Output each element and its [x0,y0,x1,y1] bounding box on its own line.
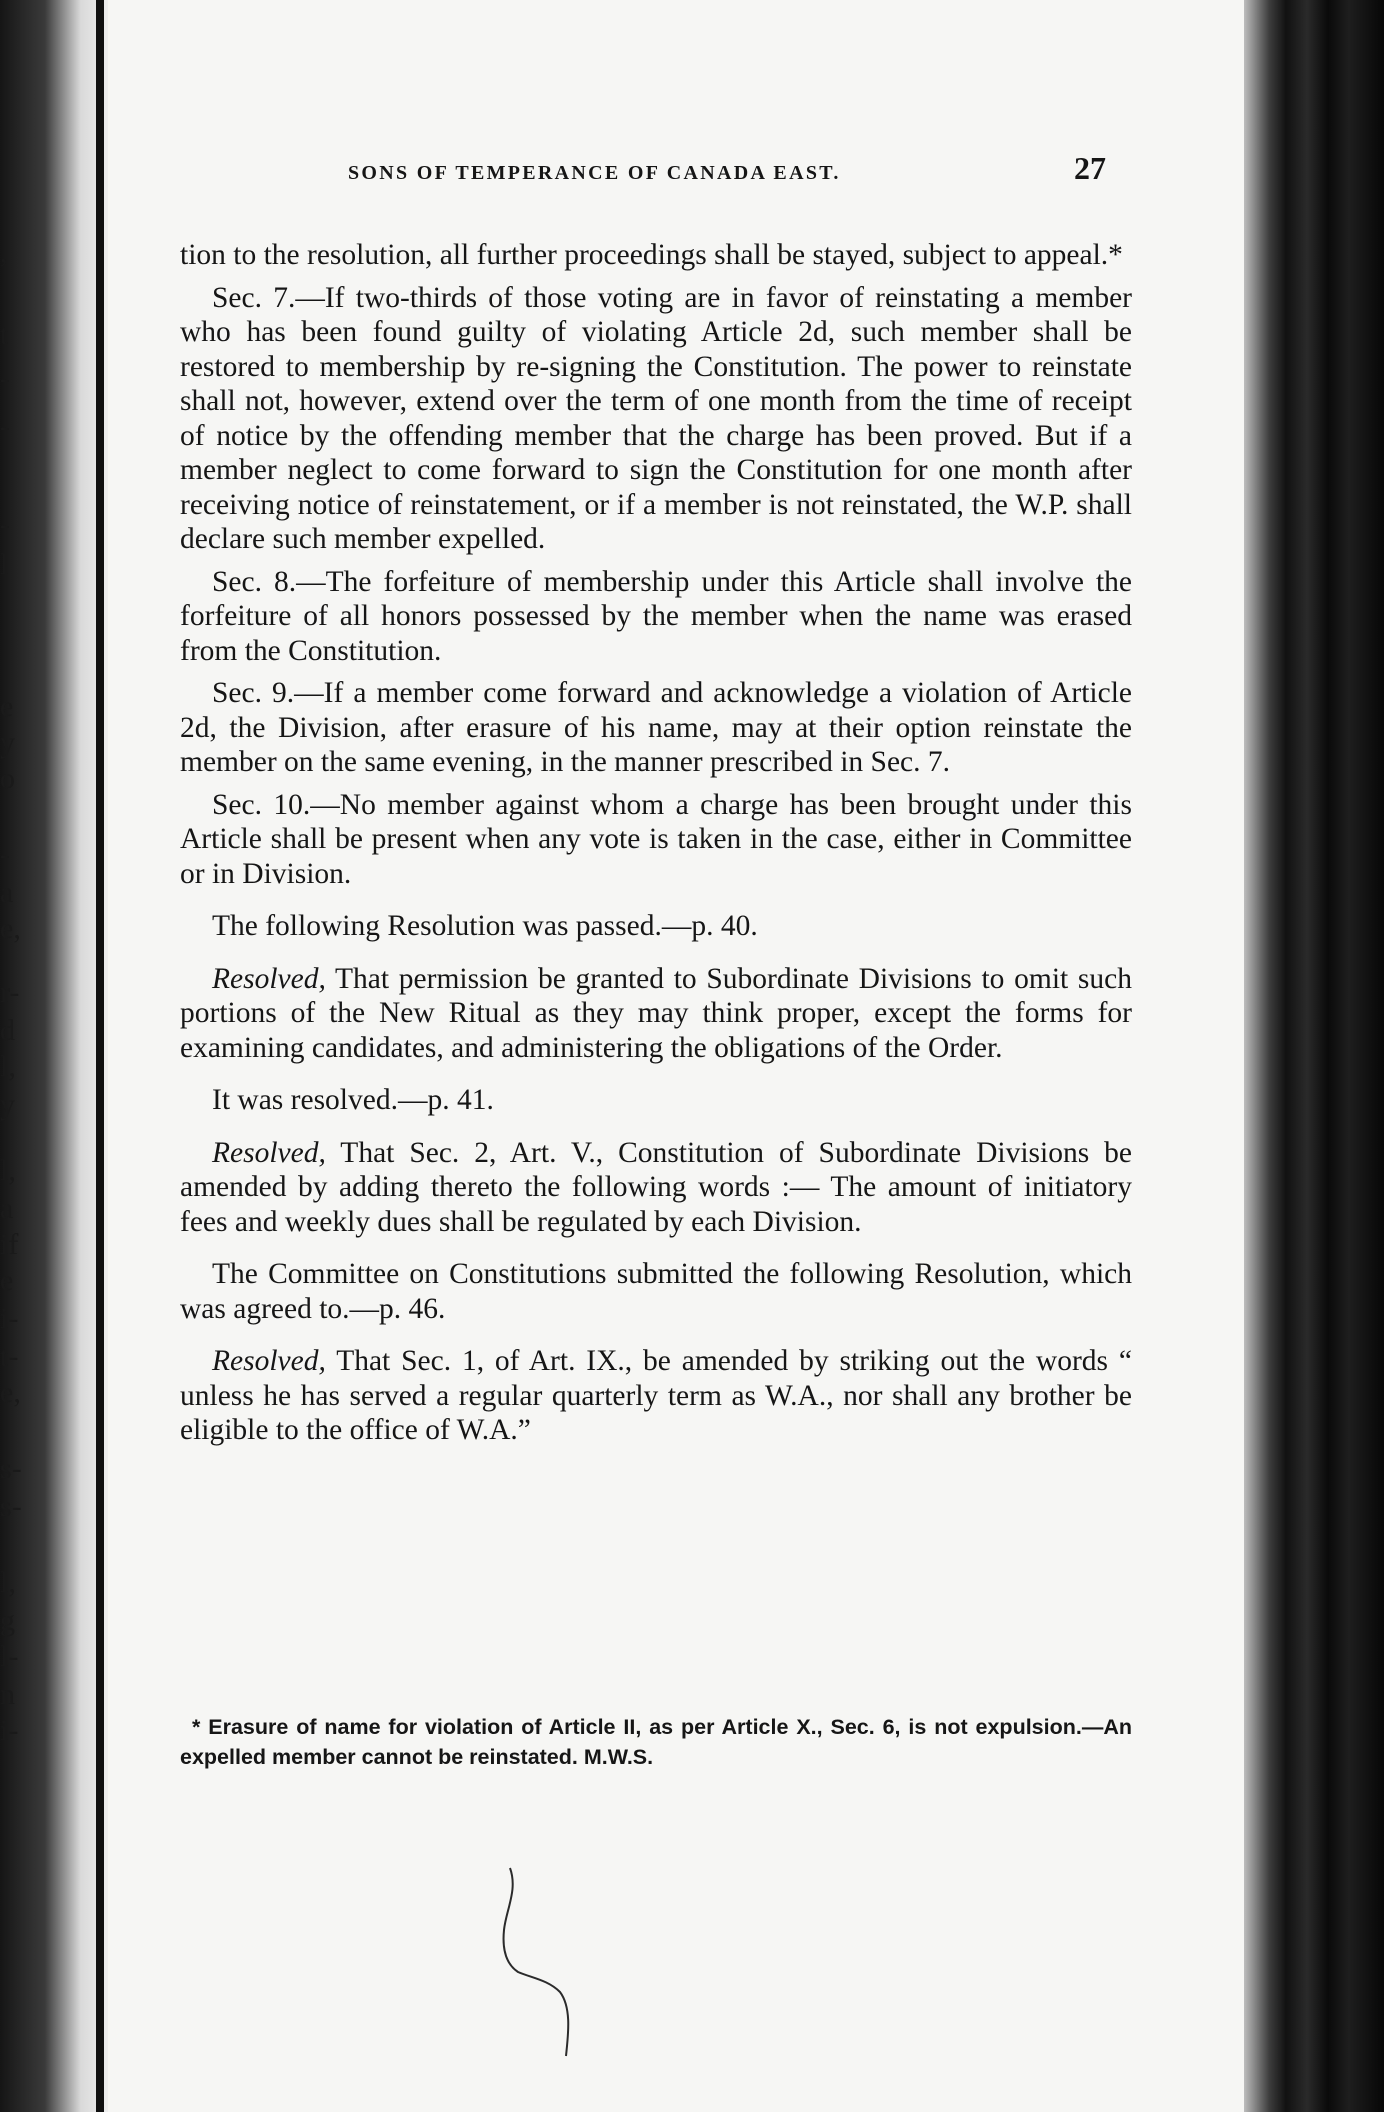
running-head: SONS OF TEMPERANCE OF CANADA EAST. [348,162,841,184]
bleed-char: a [0,876,14,909]
paragraph-text: That Sec. 2, Art. V., Constitution of Subordinate Divisions be amended by adding thereto the following words :— The amount of initiatory fees and weekly dues shall be regulated by each Division. [180,1136,1132,1238]
paragraph-text: Sec. 8.—The forfeiture of membership under this Article shall involve the forfeiture of all honors possessed by the member when the name was erased from the Constitution. [180,565,1132,667]
bleed-char: t- [0,1340,19,1373]
page-header [108,150,1244,198]
bleed-char: i- [0,1714,19,1747]
bleed-char: t [0,318,9,351]
paragraph [180,1344,1132,1448]
paragraph-text: The following Resolution was passed.—p. 40. [212,910,758,942]
page-number: 27 [1074,150,1106,186]
bleed-char: a [0,1192,14,1225]
resolved-lead: Resolved, [212,1345,326,1377]
bleed-char: s- [0,1452,22,1485]
page-edge-shadow [1244,0,1384,2112]
footnote-text: * Erasure of name for violation of Article II, as per Article X., Sec. 6, is not expulsion.—An expelled member cannot be reinstated. M.W.S. [180,1715,1132,1769]
paragraph [180,565,1132,669]
bleed-char: y [0,726,15,759]
bleed-char: - [0,362,10,395]
bleed-char: l, [0,1566,16,1599]
pencil-mark [488,1860,628,2060]
paragraph [180,238,1132,273]
bleed-char: r- [0,976,20,1009]
bleed-char: l- [0,1640,19,1673]
bleed-char: - [0,410,10,443]
resolved-lead: Resolved, [212,962,326,995]
body-text [180,238,1132,1448]
paragraph-text: That permission be granted to Subordinate Divisions to omit such portions of the New Ritual as they may think proper, except the forms for examining candidates, and administering the obligations of the Order. [180,962,1132,1064]
bleed-char: , [0,236,8,269]
bleed-char: e [0,1264,14,1297]
bleed-char: e, [0,912,21,945]
paragraph [180,788,1132,892]
paragraph [180,281,1132,557]
bleed-char: if [0,1228,19,1261]
bleed-char: - [0,508,10,541]
bleed-char: s- [0,1490,22,1523]
paragraph [180,1083,1132,1118]
paragraph-text: It was resolved.—p. 41. [212,1084,494,1116]
bleed-char: e, [0,1376,21,1409]
resolved-lead: Resolved, [212,1136,326,1169]
paragraph-text: The Committee on Constitutions submitted the following Resolution, which was agreed to.—p. 46. [180,1258,1132,1325]
paragraph-text: tion to the resolution, all further proceedings shall be stayed, subject to appeal.* [180,239,1123,271]
book-page [108,0,1244,2112]
paragraph [180,909,1132,944]
paragraph-text: Sec. 10.—No member against whom a charge has been brought under this Article shall be present when any vote is taken in the case, either in Committee or in Division. [180,788,1132,890]
bleed-char: g [0,1604,15,1637]
paragraph-text: Sec. 7.—If two-thirds of those voting are in favor of reinstating a member who has been found guilty of violating Article 2d, such member shall be restored to membership by re-signing the Constitution. The power to reinstate shall not, however, extend over the term of one month from the time of receipt of notice by the offending member that the charge has been proved. But if a member neglect to come forward to sign the Constitution for one month after receiving notice of reinstatement, or if a member is not reinstated, the W.P. shall declare such member expelled. [180,281,1132,555]
paragraph [180,676,1132,780]
bleed-char: y [0,1088,15,1121]
bleed-char: i- [0,1302,19,1335]
paragraph [180,962,1132,1066]
bleed-char: l [0,548,9,581]
bleed-char: l, [0,1050,16,1083]
paragraph [180,1136,1132,1240]
paragraph-text: Sec. 9.—If a member come forward and acknowledge a violation of Article 2d, the Division, after erasure of his name, may at their option reinstate the member on the same evening, in the manner prescribed in Sec. 7. [180,677,1132,778]
bleed-char: - [0,838,10,871]
bleed-char: o [0,762,15,795]
bleed-char: e [0,690,14,723]
paragraph-text: That Sec. 1, of Art. IX., be amended by striking out the words “ unless he has served a regular quarterly term as W.A., nor shall any brother be eligible to the office of W.A.” [180,1345,1132,1446]
paragraph [180,1257,1132,1326]
bleed-char: n [0,1678,15,1711]
bleed-char: l, [0,1154,16,1187]
bleed-char: d [0,1014,15,1047]
book-gutter-line [96,0,104,2112]
footnote [180,1712,1132,1772]
